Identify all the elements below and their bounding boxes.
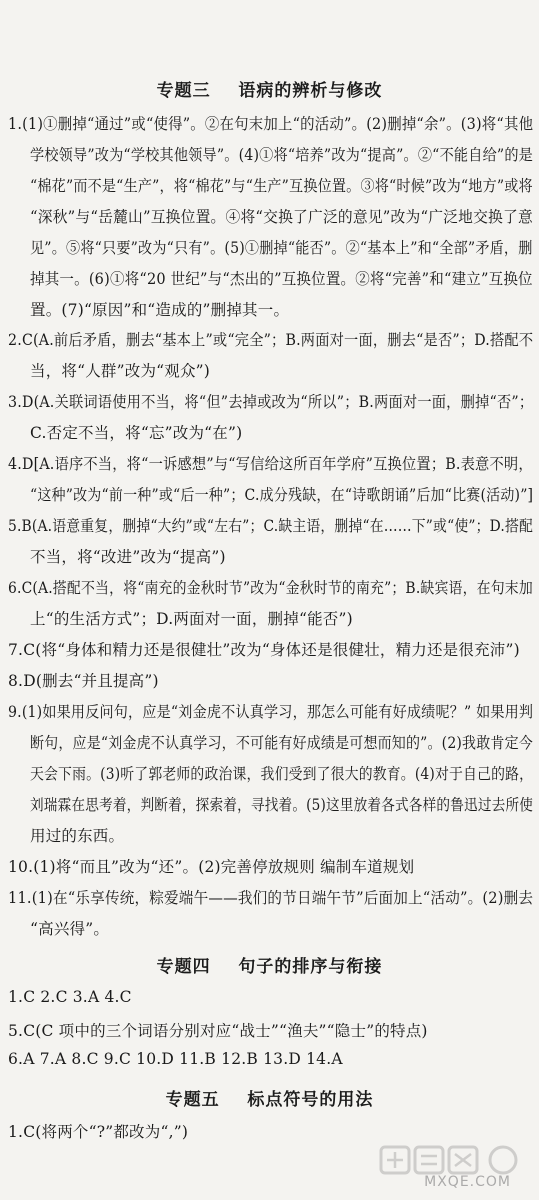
text-line: C.否定不当，将“忘”改为“在”) — [30, 424, 243, 442]
text-line: 刘瑞霖在思考着，判断着，探索着，寻找着。(5)这里放着各式各样的鲁迅过去所使 — [30, 796, 534, 814]
text-line: 6.C(A.搭配不当，将“南充的金秋时节”改为“金秋时节的南充”；B.缺宾语，在句末加 — [8, 579, 533, 597]
text-line: 9.(1)如果用反问句，应是“刘金虎不认真学习，那怎么可能有好成绩呢？” 如果用判 — [8, 703, 534, 721]
section5-title: 专题五 标点符号的用法 — [165, 1090, 374, 1110]
text-line: 掉其一。(6)①将“20 世纪”与“杰出的”互换位置。②将“完善”和“建立”互换位 — [30, 270, 533, 288]
text-line: “棉花”而不是“生产”，将“棉花”与“生产”互换位置。③将“时候”改为“地方”或将 — [30, 177, 533, 195]
text-line: 用过的东西。 — [30, 827, 125, 845]
text-line: 见”。⑤将“只要”改为“只有”。(5)①删掉“能否”。②“基本上”和“全部”矛盾，删 — [30, 239, 533, 257]
text-line: 7.C(将“身体和精力还是很健壮”改为“身体还是很健壮，精力还是很充沛”) — [8, 641, 520, 659]
text-line: “深秋”与“岳麓山”互换位置。④将“交换了广泛的意见”改为“广泛地交换了意 — [30, 208, 533, 226]
text-line: 5.B(A.语意重复，删掉“大约”或“左右”；C.缺主语，删掉“在……下”或“使”；D.搭配 — [8, 517, 534, 535]
text-line: 4.D[A.语序不当，将“一诉感想”与“写信给这所百年学府”互换位置；B.表意不明， — [8, 455, 533, 473]
text-line: “高兴得”。 — [30, 920, 110, 938]
text-line: 1.(1)①删掉“通过”或“使得”。②在句末加上“的活动”。(2)删掉“余”。(3)将“其他 — [8, 115, 534, 133]
text-line: 1.C 2.C 3.A 4.C — [8, 988, 132, 1006]
text-line: 当，将“人群”改为“观众”) — [30, 362, 211, 380]
text-line: 6.A 7.A 8.C 9.C 10.D 11.B 12.B 13.D 14.A — [8, 1050, 343, 1068]
text-line: 置。(7)“原因”和“造成的”删掉其一。 — [30, 301, 290, 319]
site-watermark — [379, 1144, 529, 1190]
text-line: “这种”改为“前一种”或“后一种”；C.成分残缺，在“诗歌朗诵”后加“比赛(活动)”] — [30, 486, 534, 504]
section3-title: 专题三 语病的辨析与修改 — [156, 81, 383, 101]
watermark-logo-icon — [379, 1144, 529, 1176]
text-line: 5.C(C 项中的三个词语分别对应“战士”“渔夫”“隐士”的特点) — [8, 1022, 428, 1040]
text-line: 10.(1)将“而且”改为“还”。(2)完善停放规则 编制车道规划 — [8, 858, 415, 876]
text-line: 11.(1)在“乐享传统，粽爱端午——我们的节日端午节”后面加上“活动”。(2)删去 — [8, 889, 534, 907]
watermark-url: MXQE.COM — [424, 1174, 511, 1190]
text-line: 8.D(删去“并且提高”) — [8, 672, 159, 690]
text-line: 上“的生活方式”；D.两面对一面，删掉“能否”) — [30, 610, 353, 628]
text-line: 2.C(A.前后矛盾，删去“基本上”或“完全”；B.两面对一面，删去“是否”；D.搭配不 — [8, 331, 534, 349]
text-line: 3.D(A.关联词语使用不当，将“但”去掉或改为“所以”；B.两面对一面，删掉“否”； — [8, 393, 534, 411]
text-line: 1.C(将两个“?”都改为“,”) — [8, 1123, 189, 1141]
section4-title: 专题四 句子的排序与衔接 — [156, 957, 383, 977]
text-line: 不当，将“改进”改为“提高”) — [30, 548, 226, 566]
text-line: 断句，应是“刘金虎不认真学习，不可能有好成绩是可想而知的”。(2)我敢肯定今 — [30, 734, 533, 752]
text-line: 学校领导”改为“学校其他领导”。(4)①将“培养”改为“提高”。②“不能自给”的是 — [30, 146, 533, 164]
text-line: 天会下雨。(3)听了郭老师的政治课，我们受到了很大的教育。(4)对于自己的路， — [30, 765, 534, 783]
